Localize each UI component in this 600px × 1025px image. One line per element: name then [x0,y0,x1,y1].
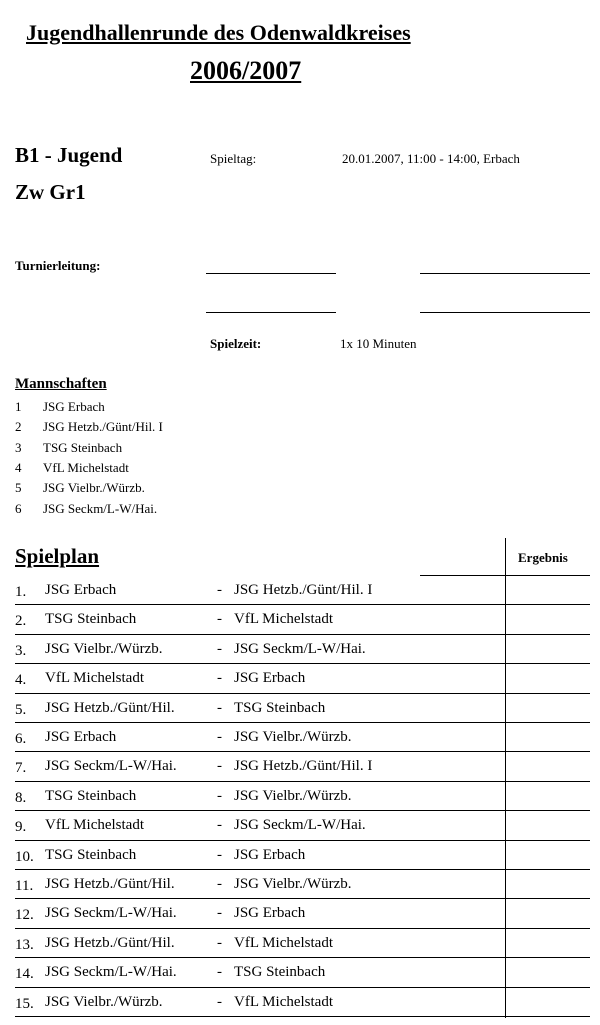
match-number: 5. [15,701,27,718]
home-team: TSG Steinbach [45,787,137,804]
team-name: JSG Hetzb./Günt/Hil. I [43,419,163,435]
match-separator: - [217,582,222,598]
result-cell[interactable] [506,783,590,810]
away-team: VfL Michelstadt [234,934,334,951]
away-team: JSG Erbach [234,905,306,922]
away-team: TSG Steinbach [234,964,326,981]
result-cell[interactable] [506,577,590,604]
match-separator: - [217,611,222,628]
schedule-heading: Spielplan [15,544,100,568]
signature-line [420,273,590,274]
home-team: JSG Hetzb./Günt/Hil. [45,876,175,892]
match-separator: - [217,729,222,745]
result-cell[interactable] [506,842,590,869]
organizer-label: Turnierleitung: [15,258,101,273]
match-separator: - [217,876,222,892]
match-separator: - [217,846,222,863]
match-number: 12. [15,907,34,924]
match-separator: - [217,964,222,981]
away-team: VfL Michelstadt [234,993,334,1010]
signature-line [206,273,336,274]
away-team: TSG Steinbach [234,699,326,716]
away-team: JSG Vielbr./Würzb. [234,729,352,745]
home-team: JSG Seckm/L-W/Hai. [45,758,177,775]
team-number: 1 [15,399,22,414]
match-number: 15. [15,995,34,1012]
matchday-label: Spieltag: [210,151,257,166]
home-team: VfL Michelstadt [45,817,145,834]
matchday-value: 20.01.2007, 11:00 - 14:00, Erbach [342,151,520,166]
teams-heading: Mannschaften [15,376,107,392]
team-name: JSG Erbach [43,399,105,414]
group-label: Zw Gr1 [15,180,86,204]
home-team: JSG Vielbr./Würzb. [45,640,163,657]
match-number: 10. [15,848,34,865]
match-number: 9. [15,819,27,836]
away-team: JSG Hetzb./Günt/Hil. I [234,582,373,598]
team-number: 3 [15,439,22,455]
team-name: VfL Michelstadt [43,459,129,475]
home-team: JSG Erbach [45,582,117,598]
match-separator: - [217,993,222,1010]
team-number: 4 [15,459,22,475]
home-team: JSG Vielbr./Würzb. [45,993,163,1010]
match-separator: - [217,787,222,804]
away-team: JSG Vielbr./Würzb. [234,787,352,804]
result-column-header: Ergebnis [518,550,568,565]
match-number: 14. [15,966,34,983]
season-label: 2006/2007 [190,56,302,85]
result-cell[interactable] [506,724,590,751]
result-cell[interactable] [506,812,590,839]
signature-line [206,312,336,313]
home-team: TSG Steinbach [45,611,137,628]
age-group-label: B1 - Jugend [15,143,123,167]
home-team: TSG Steinbach [45,846,137,863]
result-cell[interactable] [506,695,590,722]
document-title: Jugendhallenrunde des Odenwaldkreises [26,20,411,45]
match-number: 7. [15,760,27,777]
result-cell[interactable] [506,930,590,957]
team-number: 5 [15,480,22,496]
row-divider [15,1016,590,1017]
home-team: VfL Michelstadt [45,670,145,687]
match-number: 1. [15,584,27,600]
team-number: 2 [15,419,22,435]
match-separator: - [217,905,222,922]
team-name: JSG Vielbr./Würzb. [43,480,145,496]
match-number: 4. [15,672,27,689]
away-team: JSG Hetzb./Günt/Hil. I [234,758,373,775]
away-team: JSG Vielbr./Würzb. [234,876,352,892]
signature-line [420,312,590,313]
match-separator: - [217,817,222,834]
away-team: VfL Michelstadt [234,611,334,628]
result-cell[interactable] [506,636,590,663]
away-team: JSG Seckm/L-W/Hai. [234,640,366,657]
match-separator: - [217,758,222,775]
result-cell[interactable] [506,665,590,692]
home-team: JSG Hetzb./Günt/Hil. [45,699,175,716]
match-separator: - [217,934,222,951]
team-number: 6 [15,500,22,516]
away-team: JSG Erbach [234,846,306,863]
match-number: 2. [15,613,27,630]
match-number: 3. [15,642,27,659]
playtime-label: Spielzeit: [210,336,262,351]
home-team: JSG Seckm/L-W/Hai. [45,964,177,981]
match-number: 11. [15,878,34,894]
team-name: TSG Steinbach [43,439,123,455]
match-separator: - [217,640,222,657]
result-cell[interactable] [506,900,590,927]
result-cell[interactable] [506,871,590,898]
home-team: JSG Erbach [45,729,117,745]
match-number: 8. [15,789,27,806]
team-name: JSG Seckm/L-W/Hai. [43,500,158,516]
match-separator: - [217,699,222,716]
playtime-value: 1x 10 Minuten [340,336,417,351]
match-separator: - [217,670,222,687]
result-cell[interactable] [506,959,590,986]
result-cell[interactable] [506,753,590,780]
match-number: 13. [15,936,34,953]
result-cell[interactable] [506,606,590,633]
match-number: 6. [15,731,27,747]
home-team: JSG Seckm/L-W/Hai. [45,905,177,922]
away-team: JSG Seckm/L-W/Hai. [234,817,366,834]
result-cell[interactable] [506,989,590,1016]
home-team: JSG Hetzb./Günt/Hil. [45,934,175,951]
away-team: JSG Erbach [234,670,306,687]
